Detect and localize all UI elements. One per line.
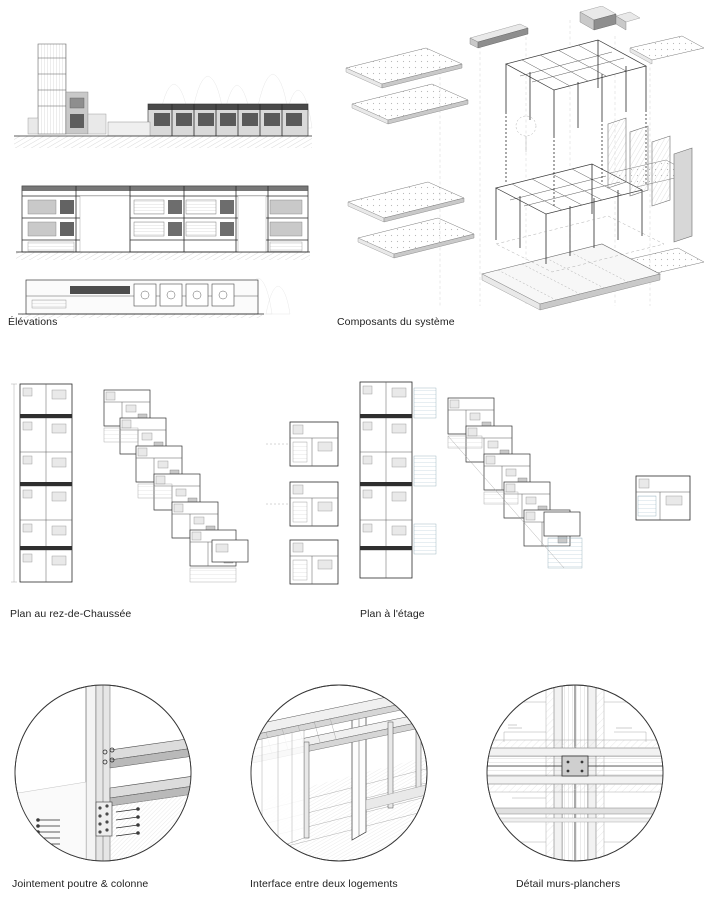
upper-floor-strip xyxy=(360,382,436,578)
caption-dwelling-interface: Interface entre deux logements xyxy=(250,878,398,890)
ground-floor-strip-1 xyxy=(11,384,72,582)
upper-floor-stepped-cluster xyxy=(448,398,582,568)
frame-upper xyxy=(470,6,646,136)
beam-element xyxy=(470,24,528,48)
panel-elevations xyxy=(8,18,318,318)
panel-wall-floor-detail xyxy=(484,682,666,864)
ground-floor-unit-plans xyxy=(266,422,338,584)
caption-beam-column-joint: Jointement poutre & colonne xyxy=(12,878,149,890)
ground-floor-stepped-cluster xyxy=(104,390,248,582)
foundation-slab xyxy=(482,244,660,310)
roof-units xyxy=(580,6,640,30)
caption-ground-floor-plan: Plan au rez-de-Chaussée xyxy=(10,608,132,620)
slab-group-lower-left xyxy=(348,182,474,258)
upper-floor-single-unit xyxy=(636,476,690,520)
panel-floor-plans xyxy=(8,378,703,608)
elevation-row-1 xyxy=(14,44,312,148)
slab-group-upper-left xyxy=(346,48,468,124)
panel-beam-column-joint xyxy=(12,682,194,864)
elevation-row-3 xyxy=(18,278,290,318)
panel-dwelling-interface xyxy=(248,682,430,864)
caption-elevations: Élévations xyxy=(8,316,58,328)
panel-system-components xyxy=(330,6,705,316)
caption-wall-floor-detail: Détail murs-planchers xyxy=(516,878,621,890)
caption-system-components: Composants du système xyxy=(337,316,455,328)
caption-upper-floor-plan: Plan à l'étage xyxy=(360,608,425,620)
elevation-row-2 xyxy=(16,186,310,260)
